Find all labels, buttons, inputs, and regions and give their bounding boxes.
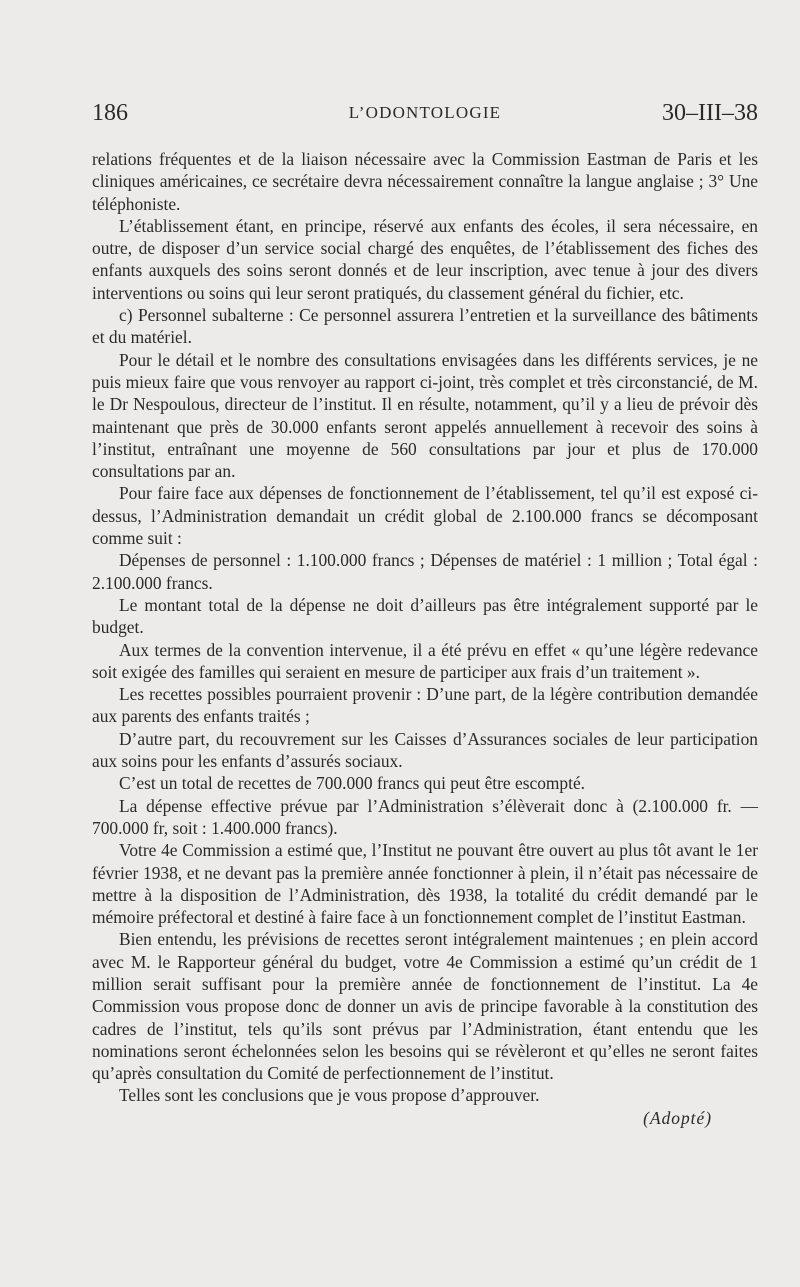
- paragraph: Aux termes de la convention intervenue, il a été prévu en effet « qu’une légère redevance soit exigée des familles qui seraient en mesure de participer aux frais d’un traitement ».: [92, 639, 758, 682]
- paragraph: Pour faire face aux dépenses de fonctionnement de l’établissement, tel qu’il est exposé ci-dessus, l’Administration demandait un crédit global de 2.100.000 francs se décomposant comme suit :: [92, 483, 758, 549]
- article-body: [92, 148, 758, 1129]
- paragraph: Telles sont les conclusions que je vous propose d’approuver.: [119, 1085, 540, 1106]
- paragraph: relations fréquentes et de la liaison nécessaire avec la Commission Eastman de Paris et les cliniques américaines, ce secrétaire devra nécessairement connaître la langue anglaise ; 3° Une téléphoniste.: [92, 149, 758, 214]
- paragraph: Dépenses de personnel : 1.100.000 francs ; Dépenses de matériel : 1 million ; Total égal : 2.100.000 francs.: [92, 550, 758, 593]
- paragraph: La dépense effective prévue par l’Administration s’élèverait donc à (2.100.000 fr. — 700.000 fr, soit : 1.400.000 francs).: [92, 795, 758, 838]
- paragraph: Les recettes possibles pourraient provenir : D’une part, de la légère contribution demandée aux parents des enfants traités ;: [92, 684, 758, 727]
- issue-date: 30–III–38: [662, 100, 758, 126]
- closing-adopted: (Adopté): [643, 1107, 712, 1128]
- paragraph: D’autre part, du recouvrement sur les Caisses d’Assurances sociales de leur participation aux soins pour les enfants d’assurés sociaux.: [92, 728, 758, 772]
- paragraph: Pour le détail et le nombre des consultations envisagées dans les différents services, je ne puis mieux faire que vous renvoyer au rapport ci-joint, très complet et très circonstancié, de M. le Dr Nespoulous, directeur de l’institut. Il en résulte, notamment, qu’il y a lieu de prévoir dès maintenant que près de 30.000 enfants seront appelés annuellement à recevoir des soins à l’institut, entraînant une moyenne de 560 consultations par jour et plus de 170.000 consultations par an.: [92, 349, 758, 482]
- paragraph: Le montant total de la dépense ne doit d’ailleurs pas être intégralement supporté par le budget.: [92, 594, 758, 638]
- running-header: [92, 100, 758, 134]
- paragraph: C’est un total de recettes de 700.000 francs qui peut être escompté.: [119, 773, 586, 794]
- page-number: 186: [92, 100, 128, 126]
- journal-title: L’ODONTOLOGIE: [348, 103, 502, 122]
- paragraph: L’établissement étant, en principe, réservé aux enfants des écoles, il sera nécessaire, en outre, de disposer d’un service social chargé des enquêtes, de l’établissement des fiches des enfants auxquels des soins seront donnés et de leur inscription, avec tenue à jour des divers interventions ou soins qui leur seront pratiqués, du classement général du fichier, etc.: [92, 215, 758, 303]
- paragraph: Bien entendu, les prévisions de recettes seront intégralement maintenues ; en plein accord avec M. le Rapporteur général du budget, votre 4e Commission a estimé qu’un crédit de 1 million serait suffisant pour la première année de fonctionnement de l’institut. La 4e Commission vous propose donc de donner un avis de principe favorable à la constitution des cadres de l’institut, tels qu’ils sont prévus par l’Administration, étant entendu que les nominations seront échelonnées selon les besoins qui se révèleront et qu’elles ne seront faites qu’après consultation du Comité de perfectionnement de l’institut.: [92, 929, 758, 1084]
- paragraph: Votre 4e Commission a estimé que, l’Institut ne pouvant être ouvert au plus tôt avant le 1er février 1938, et ne devant pas la première année fonctionner à plein, il n’était pas nécessaire de mettre à la disposition de l’Administration, dès 1938, la totalité du crédit demandé par le mémoire préfectoral et destiné à faire face à un fonctionnement complet de l’institut Eastman.: [92, 840, 758, 928]
- paragraph: c) Personnel subalterne : Ce personnel assurera l’entretien et la surveillance des bâtiments et du matériel.: [92, 305, 758, 348]
